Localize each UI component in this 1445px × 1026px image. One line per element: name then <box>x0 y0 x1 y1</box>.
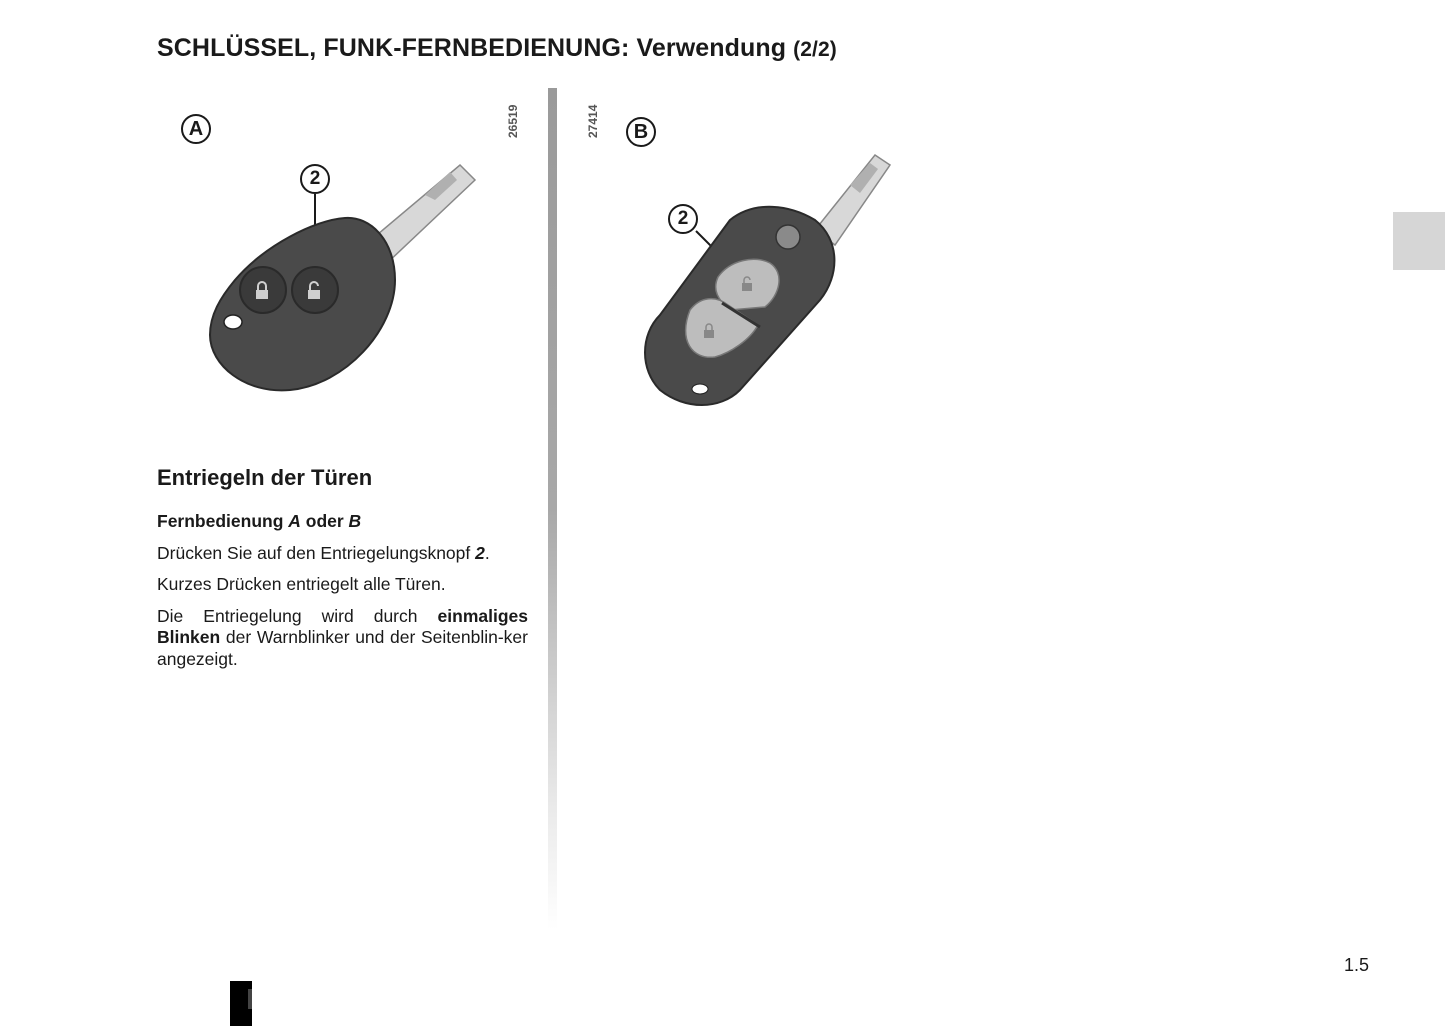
figure-a-key-illustration <box>195 150 495 410</box>
figure-b-key-illustration <box>630 145 910 415</box>
remote-subheading <box>157 511 528 533</box>
title-part-indicator: (2/2) <box>793 38 837 61</box>
figure-b-callout: 2 <box>668 204 698 234</box>
p3-end: der Warnblinker und der Seitenblin-ker angezeigt. <box>157 627 528 669</box>
sub-ref-b: B <box>348 511 362 531</box>
sub-ref-a: A <box>288 511 301 531</box>
column-divider <box>548 88 557 930</box>
figure-a-code: 26519 <box>506 104 520 138</box>
paragraph-unlock-button <box>157 543 528 565</box>
title-main: SCHLÜSSEL, FUNK-FERNBEDIENUNG: Verwendung <box>157 34 787 62</box>
p1-end: . <box>484 542 490 563</box>
figure-a-label: A <box>181 114 211 144</box>
p3-start: Die Entriegelung wird durch <box>157 605 438 626</box>
figure-b-label: B <box>626 117 656 147</box>
p1-text: Drücken Sie auf den Entriegelungsknopf <box>157 542 476 563</box>
instruction-text <box>157 511 528 680</box>
section-heading: Entriegeln der Türen <box>157 465 373 490</box>
sub-prefix: Fernbedienung <box>157 511 289 531</box>
paragraph-short-press: Kurzes Drücken entriegelt alle Türen. <box>157 574 446 594</box>
chapter-tab <box>1393 212 1445 270</box>
figure-a-callout: 2 <box>300 164 330 194</box>
page-number: 1.5 <box>1344 955 1370 975</box>
page-title <box>157 34 837 63</box>
sub-mid: oder <box>300 511 349 531</box>
figure-b-code: 27414 <box>586 104 600 138</box>
thumb-index-marker <box>230 981 252 1026</box>
p1-ref: 2 <box>475 542 485 563</box>
p3-bold: einmaliges Blinken <box>157 605 528 647</box>
paragraph-indicator <box>157 606 528 671</box>
